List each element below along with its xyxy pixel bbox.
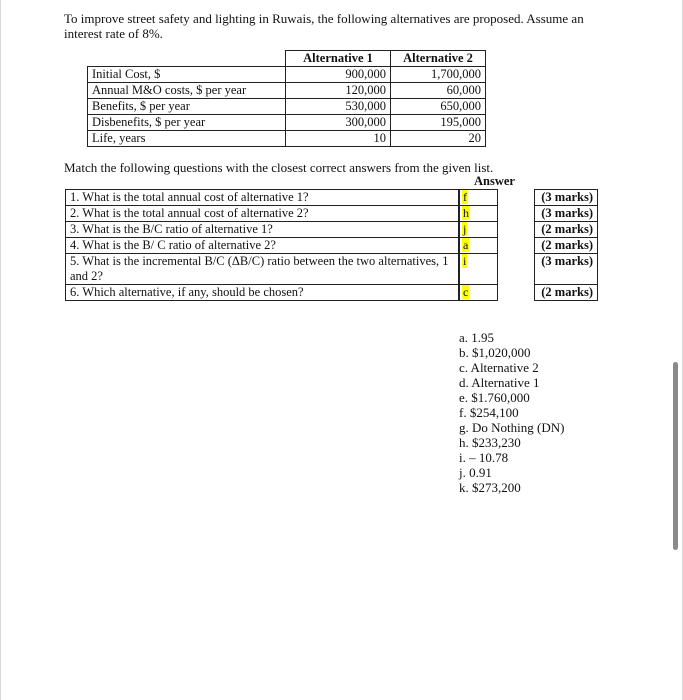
question-row [66, 222, 598, 238]
option-item: a. 1.95 [459, 330, 495, 345]
answer-cell[interactable] [460, 190, 498, 206]
row-label: Life, years [88, 131, 286, 147]
marks-label: (2 marks) [535, 238, 598, 254]
option-item: c. Alternative 2 [459, 360, 539, 375]
question-text: 5. What is the incremental B/C (ΔB/C) ratio between the two alternatives, 1 and 2? [66, 254, 459, 285]
alt1-value: 300,000 [286, 115, 391, 131]
answer-value: a [463, 238, 469, 252]
alt2-value: 195,000 [391, 115, 486, 131]
alternatives-table [87, 50, 486, 147]
alt1-value: 530,000 [286, 99, 391, 115]
answer-header: Answer [474, 174, 515, 188]
answer-value: f [463, 190, 467, 204]
intro-paragraph: To improve street safety and lighting in Ruwais, the following alternatives are proposed. Assume an interest rate of 8%. [64, 11, 584, 41]
answer-options-list [459, 330, 564, 495]
marks-label: (3 marks) [535, 206, 598, 222]
question-text: 2. What is the total annual cost of alternative 2? [66, 206, 459, 222]
question-text: 3. What is the B/C ratio of alternative 1? [66, 222, 459, 238]
option-item: e. $1.760,000 [459, 390, 530, 405]
questions-table [65, 189, 598, 301]
answer-value: i [463, 254, 467, 268]
match-instruction: Match the following questions with the closest correct answers from the given list. [64, 160, 494, 175]
question-row [66, 206, 598, 222]
row-label: Annual M&O costs, $ per year [88, 83, 286, 99]
alt2-value: 20 [391, 131, 486, 147]
marks-label: (3 marks) [535, 190, 598, 206]
alt1-value: 10 [286, 131, 391, 147]
row-label: Initial Cost, $ [88, 67, 286, 83]
header-blank [88, 51, 286, 67]
option-item: h. $233,230 [459, 435, 521, 450]
answer-cell[interactable] [460, 254, 498, 285]
option-item: j. 0.91 [459, 465, 492, 480]
question-row [66, 190, 598, 206]
option-item: k. $273,200 [459, 480, 521, 495]
answer-cell[interactable] [460, 222, 498, 238]
option-item: b. $1,020,000 [459, 345, 531, 360]
header-alt2: Alternative 2 [391, 51, 486, 67]
question-row [66, 254, 598, 285]
answer-cell[interactable] [460, 238, 498, 254]
question-text: 4. What is the B/ C ratio of alternative 2? [66, 238, 459, 254]
option-item: g. Do Nothing (DN) [459, 420, 565, 435]
table-row [88, 83, 486, 99]
alt2-value: 650,000 [391, 99, 486, 115]
question-text: 1. What is the total annual cost of alternative 1? [66, 190, 459, 206]
alt2-value: 1,700,000 [391, 67, 486, 83]
alt1-value: 900,000 [286, 67, 391, 83]
alt1-value: 120,000 [286, 83, 391, 99]
row-label: Benefits, $ per year [88, 99, 286, 115]
marks-label: (3 marks) [535, 254, 598, 285]
answer-value: h [463, 206, 469, 220]
answer-value: j [463, 222, 467, 236]
table-row [88, 99, 486, 115]
alt2-value: 60,000 [391, 83, 486, 99]
row-label: Disbenefits, $ per year [88, 115, 286, 131]
marks-label: (2 marks) [535, 222, 598, 238]
option-item: d. Alternative 1 [459, 375, 540, 390]
answer-cell[interactable] [460, 206, 498, 222]
vertical-scrollbar[interactable] [673, 362, 678, 550]
answer-cell[interactable] [460, 285, 498, 301]
option-item: i. – 10.78 [459, 450, 509, 465]
table-row [88, 67, 486, 83]
option-item: f. $254,100 [459, 405, 519, 420]
table-row [88, 131, 486, 147]
header-alt1: Alternative 1 [286, 51, 391, 67]
question-row [66, 238, 598, 254]
marks-label: (2 marks) [535, 285, 598, 301]
question-text: 6. Which alternative, if any, should be chosen? [66, 285, 459, 301]
table-row [88, 115, 486, 131]
answer-value: c [463, 285, 469, 299]
question-row [66, 285, 598, 301]
